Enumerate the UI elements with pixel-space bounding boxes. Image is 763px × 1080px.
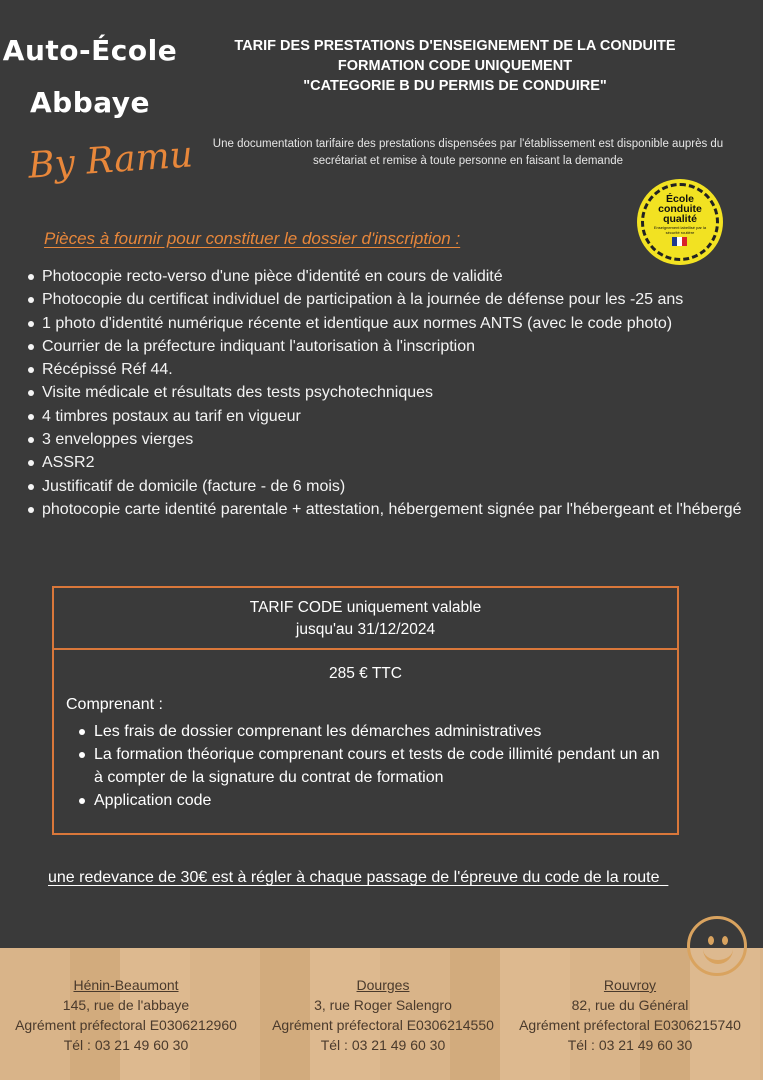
list-item: Photocopie recto-verso d'une pièce d'identité en cours de validité	[24, 265, 744, 288]
list-item: 3 enveloppes vierges	[24, 428, 744, 451]
smiley-icon	[687, 916, 747, 976]
comprenant-list	[76, 720, 666, 812]
agence-rouvroy	[505, 975, 755, 1055]
list-item: 4 timbres postaux au tarif en vigueur	[24, 405, 744, 428]
logo-signature: By Ramu	[26, 134, 195, 187]
badge-subtext: Enseignement labellisé par la sécurité routière	[653, 225, 707, 235]
agence-address: 82, rue du Général	[571, 997, 689, 1013]
tarif-price: 285 € TTC	[329, 665, 402, 682]
agence-tel: Tél : 03 21 49 60 30	[567, 1037, 693, 1053]
list-item: Application code	[76, 789, 666, 812]
agence-tel: Tél : 03 21 49 60 30	[63, 1037, 189, 1053]
agence-henin-beaumont	[1, 975, 251, 1055]
documentation-note: Une documentation tarifaire des prestations dispensées par l'établissement est disponible auprès du secrétariat et remise à toute personne en faisant la demande	[212, 138, 724, 167]
logo-title-line-1: Auto-École	[2, 34, 178, 67]
list-item: Justificatif de domicile (facture - de 6 mois)	[24, 475, 744, 498]
badge-title-line: conduite	[658, 203, 702, 215]
list-item: Récépissé Réf 44.	[24, 358, 744, 381]
agence-address: 145, rue de l'abbaye	[62, 997, 190, 1013]
ecole-conduite-qualite-badge	[637, 179, 723, 265]
list-item: Courrier de la préfecture indiquant l'autorisation à l'inscription	[24, 335, 744, 358]
page-title	[190, 36, 720, 96]
title-line: "CATEGORIE B DU PERMIS DE CONDUIRE"	[303, 78, 607, 94]
agence-agrement: Agrément préfectoral E0306212960	[15, 1017, 237, 1033]
agence-address: 3, rue Roger Salengro	[314, 997, 452, 1013]
list-item: photocopie carte identité parentale + attestation, hébergement signée par l'hébergeant et l'hébergé	[24, 498, 744, 521]
agence-dourges	[258, 975, 508, 1055]
list-item: 1 photo d'identité numérique récente et identique aux normes ANTS (avec le code photo)	[24, 312, 744, 335]
title-line: TARIF DES PRESTATIONS D'ENSEIGNEMENT DE LA CONDUITE	[234, 38, 676, 54]
agence-city: Hénin-Beaumont	[73, 977, 179, 993]
list-item: Visite médicale et résultats des tests psychotechniques	[24, 381, 744, 404]
agence-agrement: Agrément préfectoral E0306214550	[272, 1017, 494, 1033]
tarif-header-line: TARIF CODE uniquement valable	[249, 599, 482, 616]
badge-title	[637, 194, 723, 224]
french-flag-icon	[672, 237, 687, 246]
comprenant-label: Comprenant :	[66, 696, 163, 713]
agence-tel: Tél : 03 21 49 60 30	[320, 1037, 446, 1053]
logo-title-line-2: Abbaye	[29, 86, 151, 119]
badge-title-line: École	[665, 193, 694, 205]
badge-title-line: qualité	[663, 213, 697, 225]
list-item: ASSR2	[24, 451, 744, 474]
pieces-title: Pièces à fournir pour constituer le dossier d'inscription :	[44, 229, 461, 248]
pieces-list	[24, 265, 744, 521]
agence-agrement: Agrément préfectoral E0306215740	[519, 1017, 741, 1033]
list-item: Photocopie du certificat individuel de participation à la journée de défense pour les -25 ans	[24, 288, 744, 311]
tarif-box	[52, 586, 679, 835]
tarif-header	[54, 588, 677, 650]
list-item: Les frais de dossier comprenant les démarches administratives	[76, 720, 666, 743]
tarif-header-line: jusqu'au 31/12/2024	[295, 621, 436, 638]
list-item: La formation théorique comprenant cours et tests de code illimité pendant un an à compter de la signature du contrat de formation	[76, 743, 666, 789]
agence-city: Dourges	[356, 977, 410, 993]
agence-city: Rouvroy	[603, 977, 657, 993]
title-line: FORMATION CODE UNIQUEMENT	[337, 58, 573, 74]
redevance-note: une redevance de 30€ est à régler à chaque passage de l'épreuve du code de la route	[48, 869, 669, 886]
